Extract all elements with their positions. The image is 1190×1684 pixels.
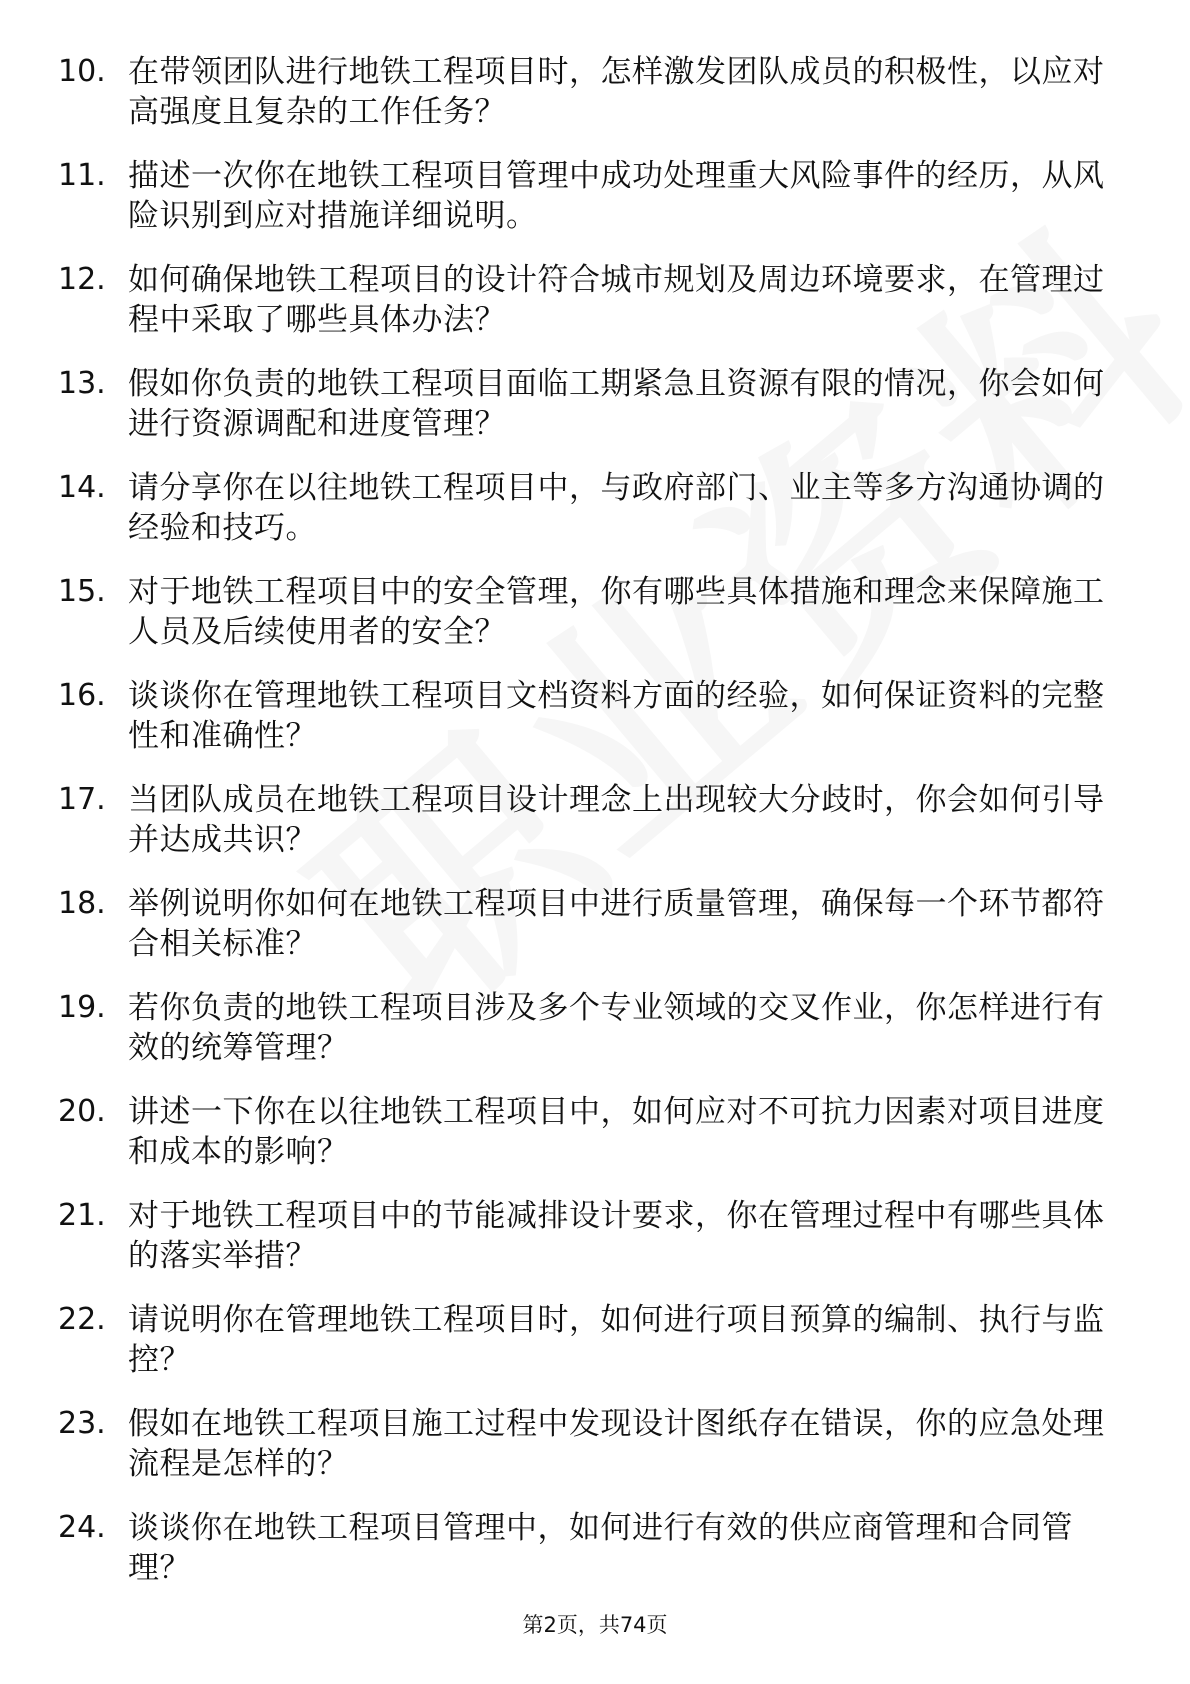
question-number: 18. (58, 886, 106, 921)
question-number: 22. (58, 1302, 106, 1337)
list-item (58, 156, 1128, 260)
question-text: 讲述一下你在以往地铁工程项目中，如何应对不可抗力因素对项目进度和成本的影响？ (128, 1094, 1105, 1170)
question-text: 举例说明你如何在地铁工程项目中进行质量管理，确保每一个环节都符合相关标准？ (128, 886, 1105, 962)
list-item (58, 988, 1128, 1092)
question-text: 当团队成员在地铁工程项目设计理念上出现较大分歧时，你会如何引导并达成共识？ (128, 782, 1105, 858)
question-text: 假如在地铁工程项目施工过程中发现设计图纸存在错误，你的应急处理流程是怎样的？ (128, 1406, 1105, 1482)
list-item (58, 364, 1128, 468)
question-number: 14. (58, 470, 106, 505)
question-number: 16. (58, 678, 106, 713)
question-number: 19. (58, 990, 106, 1025)
list-item (58, 1404, 1128, 1508)
list-item (58, 52, 1128, 156)
list-item (58, 676, 1128, 780)
question-number: 12. (58, 262, 106, 297)
list-item (58, 1092, 1128, 1196)
question-text: 请说明你在管理地铁工程项目时，如何进行项目预算的编制、执行与监控？ (128, 1302, 1105, 1378)
list-item (58, 468, 1128, 572)
page-number: 第2页，共74页 (522, 1613, 668, 1637)
question-number: 13. (58, 366, 106, 401)
question-text: 描述一次你在地铁工程项目管理中成功处理重大风险事件的经历，从风险识别到应对措施详细说明。 (128, 158, 1105, 234)
question-number: 21. (58, 1198, 106, 1233)
list-item (58, 260, 1128, 364)
question-number: 23. (58, 1406, 106, 1441)
list-item (58, 1508, 1128, 1612)
question-number: 17. (58, 782, 106, 817)
list-item (58, 780, 1128, 884)
question-text: 对于地铁工程项目中的安全管理，你有哪些具体措施和理念来保障施工人员及后续使用者的安全？ (128, 574, 1105, 650)
list-item (58, 1196, 1128, 1300)
question-text: 在带领团队进行地铁工程项目时，怎样激发团队成员的积极性，以应对高强度且复杂的工作任务？ (128, 54, 1105, 130)
question-text: 假如你负责的地铁工程项目面临工期紧急且资源有限的情况，你会如何进行资源调配和进度管理？ (128, 366, 1105, 442)
question-number: 10. (58, 54, 106, 89)
question-list (58, 52, 1128, 1612)
question-text: 谈谈你在管理地铁工程项目文档资料方面的经验，如何保证资料的完整性和准确性？ (128, 678, 1105, 754)
question-text: 对于地铁工程项目中的节能减排设计要求，你在管理过程中有哪些具体的落实举措？ (128, 1198, 1105, 1274)
question-text: 如何确保地铁工程项目的设计符合城市规划及周边环境要求，在管理过程中采取了哪些具体办法？ (128, 262, 1105, 338)
question-number: 15. (58, 574, 106, 609)
question-number: 20. (58, 1094, 106, 1129)
list-item (58, 1300, 1128, 1404)
question-text: 谈谈你在地铁工程项目管理中，如何进行有效的供应商管理和合同管理？ (128, 1510, 1073, 1586)
question-number: 11. (58, 158, 106, 193)
question-text: 若你负责的地铁工程项目涉及多个专业领域的交叉作业，你怎样进行有效的统筹管理？ (128, 990, 1105, 1066)
question-text: 请分享你在以往地铁工程项目中，与政府部门、业主等多方沟通协调的经验和技巧。 (128, 470, 1105, 546)
list-item (58, 884, 1128, 988)
question-number: 24. (58, 1510, 106, 1545)
list-item (58, 572, 1128, 676)
